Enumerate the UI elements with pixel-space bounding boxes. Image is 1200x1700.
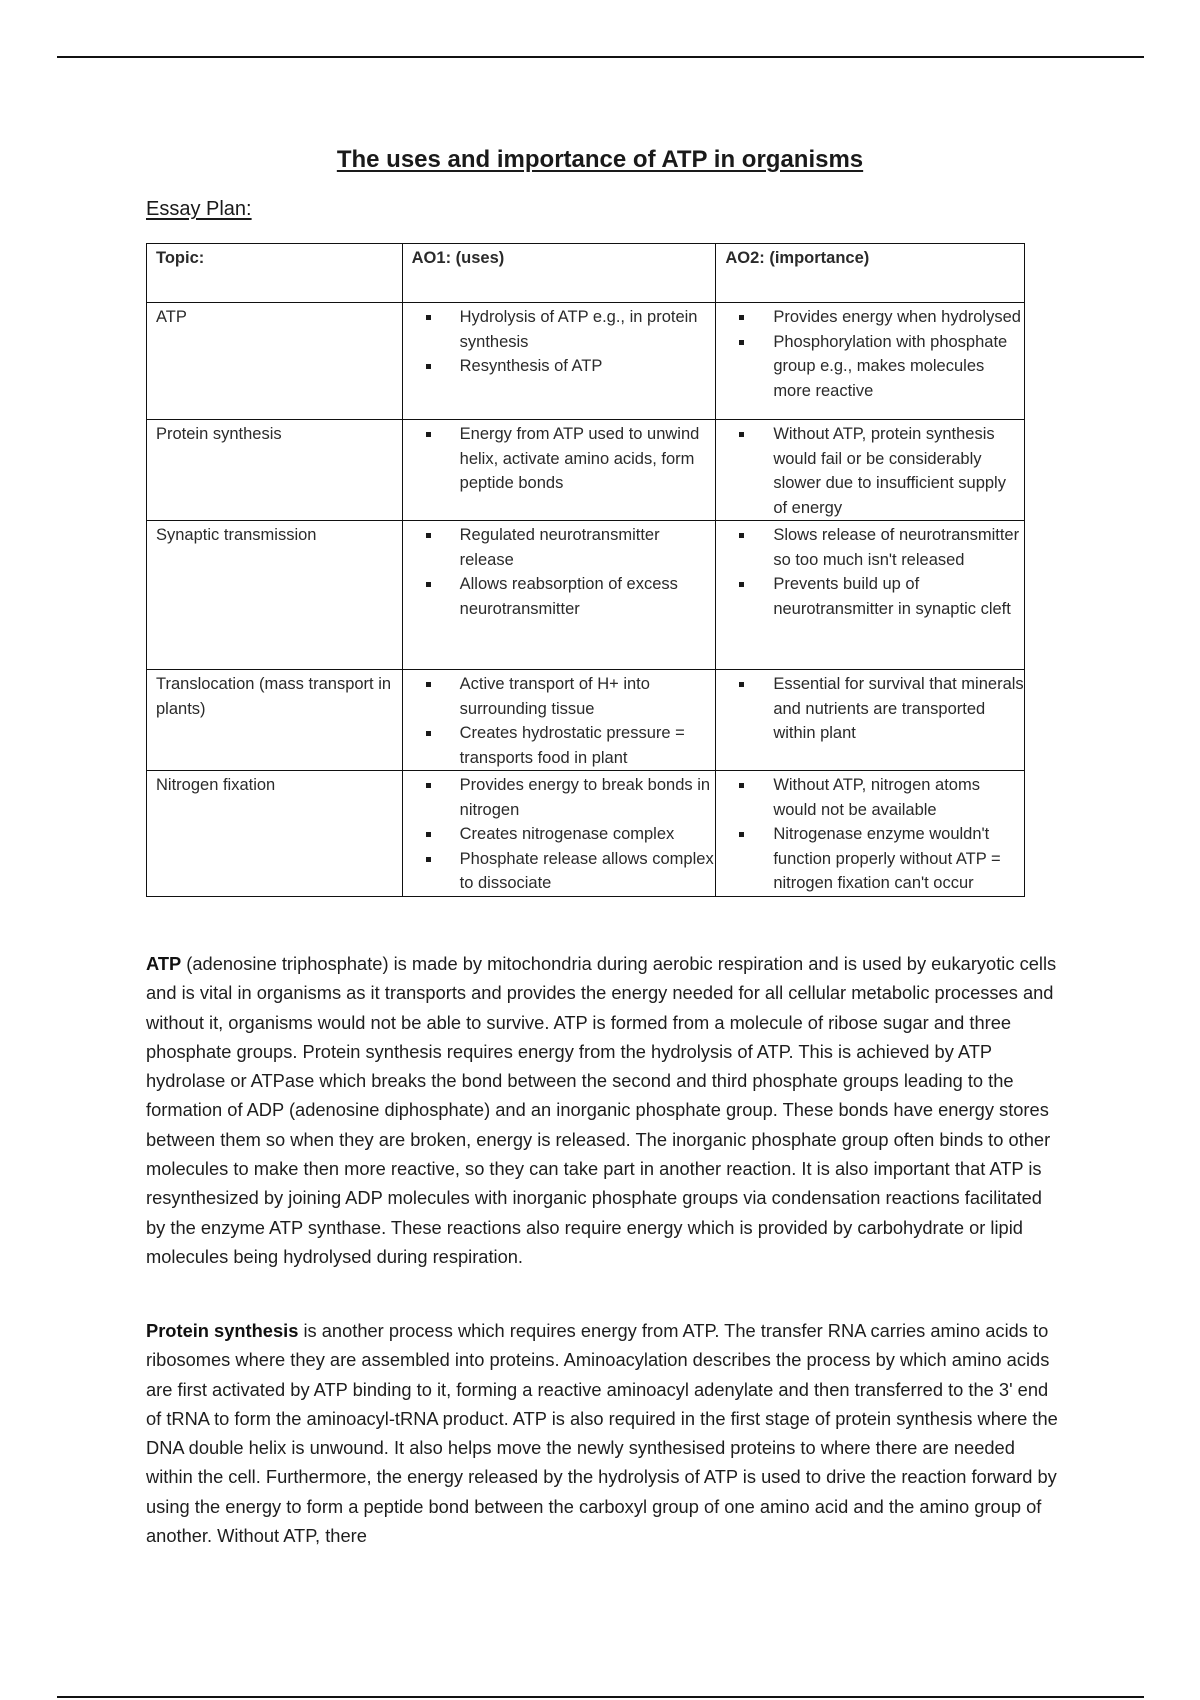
list-item: Regulated neurotransmitter release [412,523,716,572]
list-item: Allows reabsorption of excess neurotransmitter [412,572,716,621]
list-item: Phosphate release allows complex to dissociate [412,847,716,896]
table-row [147,420,1025,521]
list-item: Without ATP, protein synthesis would fail or be considerably slower due to insufficient supply of energy [725,422,1024,520]
paragraph-lead: Protein synthesis [146,1320,299,1341]
uses-cell [402,521,716,670]
list-item: Phosphorylation with phosphate group e.g., makes molecules more reactive [725,330,1024,404]
list-item: Without ATP, nitrogen atoms would not be available [725,773,1024,822]
topic-cell: ATP [147,303,403,420]
uses-cell [402,303,716,420]
importance-cell [716,521,1025,670]
paragraph-text: is another process which requires energy from ATP. The transfer RNA carries amino acids to ribosomes where they are assembled into proteins. Aminoacylation describes the process by which amino acids are first activated by ATP binding to it, forming a reactive aminoacyl adenylate and then transferred to the 3' end of tRNA to form the aminoacyl-tRNA product. ATP is also required in the first stage of protein synthesis where the DNA double helix is unwound. It also helps move the newly synthesised proteins to where there are needed within the cell. Furthermore, the energy released by the hydrolysis of ATP is used to drive the reaction forward by using the energy to form a peptide bond between the carboxyl group of one amino acid and the amino group of another. Without ATP, there [146,1320,1058,1547]
header-topic: Topic: [147,244,403,303]
topic-cell: Synaptic transmission [147,521,403,670]
table-row [147,771,1025,897]
topic-cell: Protein synthesis [147,420,403,521]
list-item: Slows release of neurotransmitter so too much isn't released [725,523,1024,572]
page-top-rule [57,56,1144,58]
essay-plan-table [146,243,1025,897]
header-importance: AO2: (importance) [716,244,1025,303]
list-item: Resynthesis of ATP [412,354,716,379]
list-item: Energy from ATP used to unwind helix, activate amino acids, form peptide bonds [412,422,716,496]
table-row [147,303,1025,420]
table-row [147,670,1025,771]
table-header-row [147,244,1025,303]
topic-cell: Translocation (mass transport in plants) [147,670,403,771]
importance-cell [716,420,1025,521]
uses-cell [402,420,716,521]
list-item: Creates nitrogenase complex [412,822,716,847]
list-item: Essential for survival that minerals and nutrients are transported within plant [725,672,1024,746]
table-row [147,521,1025,670]
list-item: Creates hydrostatic pressure = transports food in plant [412,721,716,770]
document-title: The uses and importance of ATP in organisms [336,146,864,173]
list-item: Active transport of H+ into surrounding tissue [412,672,716,721]
uses-cell [402,670,716,771]
page-bottom-rule [57,1696,1144,1698]
importance-cell [716,670,1025,771]
list-item: Provides energy to break bonds in nitrogen [412,773,716,822]
paragraph-atp [146,949,1066,1271]
paragraph-text: (adenosine triphosphate) is made by mitochondria during aerobic respiration and is used by eukaryotic cells and is vital in organisms as it transports and provides the energy needed for all cellular metabolic processes and without it, organisms would not be able to survive. ATP is formed from a molecule of ribose sugar and three phosphate groups. Protein synthesis requires energy from the hydrolysis of ATP. This is achieved by ATP hydrolase or ATPase which breaks the bond between the second and third phosphate groups leading to the formation of ADP (adenosine diphosphate) and an inorganic phosphate group. These bonds have energy stores between them so when they are broken, energy is released. The inorganic phosphate group often binds to other molecules to make then more reactive, so they can take part in another reaction. It is also important that ATP is resynthesized by joining ADP molecules with inorganic phosphate groups via condensation reactions facilitated by the enzyme ATP synthase. These reactions also require energy which is provided by carbohydrate or lipid molecules being hydrolysed during respiration. [146,953,1057,1267]
list-item: Hydrolysis of ATP e.g., in protein synthesis [412,305,716,354]
importance-cell [716,771,1025,897]
topic-cell: Nitrogen fixation [147,771,403,897]
paragraph-protein-synthesis [146,1316,1066,1550]
list-item: Provides energy when hydrolysed [725,305,1024,330]
paragraph-lead: ATP [146,953,182,974]
uses-cell [402,771,716,897]
list-item: Prevents build up of neurotransmitter in synaptic cleft [725,572,1024,621]
essay-plan-label: Essay Plan: [146,198,252,220]
list-item: Nitrogenase enzyme wouldn't function properly without ATP = nitrogen fixation can't occur [725,822,1024,896]
importance-cell [716,303,1025,420]
header-uses: AO1: (uses) [402,244,716,303]
